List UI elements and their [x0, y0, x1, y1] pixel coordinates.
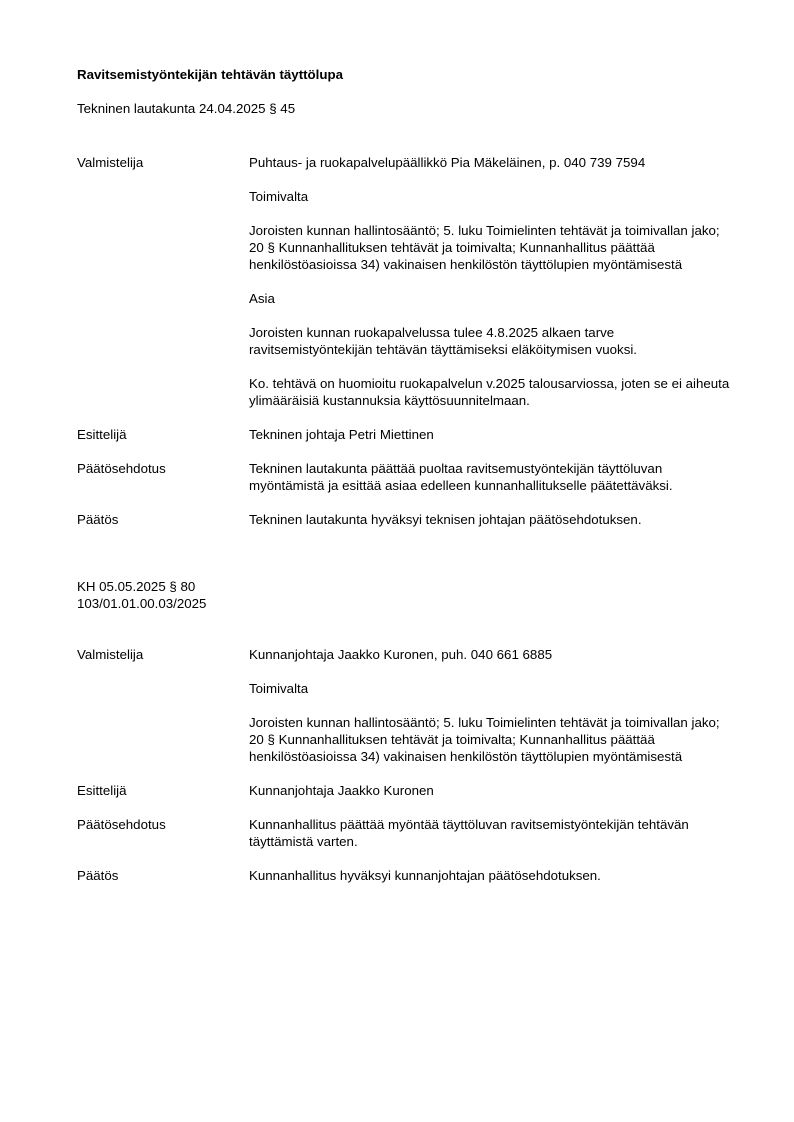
matter-text: Joroisten kunnan ruokapalvelussa tulee 4.8.2025 alkaen tarve ravitsemistyöntekijän tehtävän täyttämiseksi eläköitymisen vuoksi.	[249, 325, 637, 357]
valmistelija-content	[249, 646, 737, 765]
section1-valmistelija-row	[77, 154, 737, 409]
kh-diary-number: 103/01.01.00.03/2025	[77, 596, 207, 611]
section2-valmistelija-row	[77, 646, 737, 765]
matter-heading: Asia	[249, 291, 275, 306]
esittelija-text: Kunnanjohtaja Jaakko Kuronen	[249, 783, 434, 798]
valmistelija-content	[249, 154, 737, 409]
paatos-label: Päätös	[77, 868, 119, 883]
authority-text: Joroisten kunnan hallintosääntö; 5. luku Toimielinten tehtävät ja toimivallan jako; 20 § Kunnanhallituksen tehtävät ja toimivalta; Kunnanhallitus päättää henkilöstöasioissa 34) vakinaisen henkilöstön täyttölupien myöntämisestä	[249, 223, 720, 272]
preparer-line: Puhtaus- ja ruokapalvelupäällikkö Pia Mäkeläinen, p. 040 739 7594	[249, 155, 646, 170]
paatos-text: Tekninen lautakunta hyväksyi teknisen johtajan päätösehdotuksen.	[249, 512, 642, 527]
kh-header	[77, 578, 737, 612]
section2-paatosehdotus-row	[77, 816, 737, 850]
section1-paatos-row	[77, 511, 737, 528]
valmistelija-label: Valmistelija	[77, 647, 144, 662]
budget-text: Ko. tehtävä on huomioitu ruokapalvelun v.2025 talousarviossa, joten se ei aiheuta ylimääräisiä kustannuksia käyttösuunnitelmaan.	[249, 376, 730, 408]
section1-esittelija-row	[77, 426, 737, 443]
paatosehdotus-label: Päätösehdotus	[77, 461, 166, 476]
section2-esittelija-row	[77, 782, 737, 799]
section2-paatos-row	[77, 867, 737, 884]
kh-meeting-line: KH 05.05.2025 § 80	[77, 579, 196, 594]
document-page	[77, 66, 737, 884]
paatosehdotus-text: Tekninen lautakunta päättää puoltaa ravitsemustyöntekijän täyttöluvan myöntämistä ja esittää asiaa edelleen kunnanhallitukselle päätettäväksi.	[249, 461, 673, 493]
esittelija-label: Esittelijä	[77, 427, 127, 442]
esittelija-label: Esittelijä	[77, 783, 127, 798]
paatosehdotus-text: Kunnanhallitus päättää myöntää täyttöluvan ravitsemistyöntekijän tehtävän täyttämistä varten.	[249, 817, 689, 849]
esittelija-text: Tekninen johtaja Petri Miettinen	[249, 427, 434, 442]
authority-heading: Toimivalta	[249, 189, 309, 204]
section1-paatosehdotus-row	[77, 460, 737, 494]
authority-heading: Toimivalta	[249, 681, 309, 696]
paatos-label: Päätös	[77, 512, 119, 527]
valmistelija-label: Valmistelija	[77, 155, 144, 170]
paatos-text: Kunnanhallitus hyväksyi kunnanjohtajan päätösehdotuksen.	[249, 868, 601, 883]
authority-text: Joroisten kunnan hallintosääntö; 5. luku Toimielinten tehtävät ja toimivallan jako; 20 § Kunnanhallituksen tehtävät ja toimivalta; Kunnanhallitus päättää henkilöstöasioissa 34) vakinaisen henkilöstön täyttölupien myöntämisestä	[249, 715, 720, 764]
preparer-line: Kunnanjohtaja Jaakko Kuronen, puh. 040 661 6885	[249, 647, 553, 662]
paatosehdotus-label: Päätösehdotus	[77, 817, 166, 832]
document-title: Ravitsemistyöntekijän tehtävän täyttölupa	[77, 67, 344, 82]
meeting-line: Tekninen lautakunta 24.04.2025 § 45	[77, 101, 296, 116]
